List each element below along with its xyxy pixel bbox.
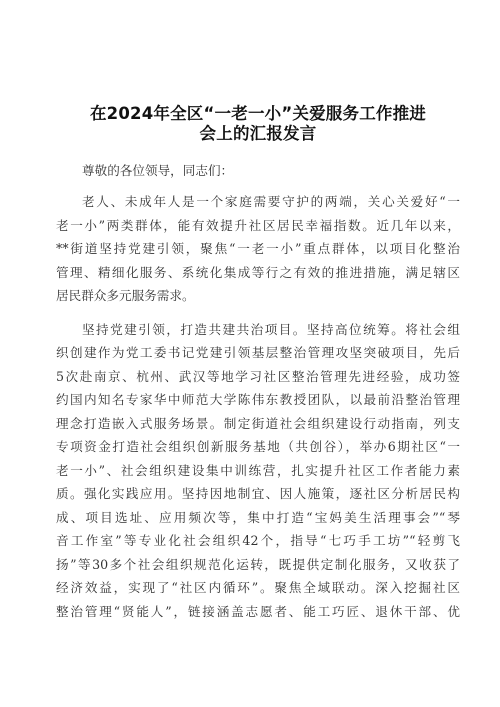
paragraph-line: 管理、精细化服务、系统化集成等行之有效的推进措施，满足辖区 [56, 264, 460, 280]
greeting: 尊敬的各位领导，同志们： [82, 163, 234, 178]
paragraph-line: 老一小”、社会组织建设集中训练营，扎实提升社区工作者能力素 [56, 462, 460, 478]
document-title [56, 104, 460, 144]
paragraph-line: 居民群众多元服务需求。 [56, 288, 195, 303]
paragraph-line: 约国内知名专家华中师范大学陈伟东教授团队，以最前沿整治管理 [56, 392, 460, 407]
paragraph-line: 扬”等30多个社会组织规范化运转，既提供定制化服务，又收获了 [56, 556, 460, 572]
title-line-1: 在2024年全区“一老一小”关爱服务工作推进 [89, 104, 426, 123]
paragraph-line: 老一小”两类群体，能有效提升社区居民幸福指数。近几年以来， [56, 217, 460, 233]
title-line-2: 会上的汇报发言 [199, 124, 317, 143]
paragraph-line: **街道坚持党建引领，聚焦“一老一小”重点群体，以项目化整治 [56, 241, 460, 256]
paragraph-line: 经济效益，实现了“社区内循环”。聚焦全域联动。深入挖掘社区 [56, 580, 460, 595]
paragraph-line: 成、项目选址、应用频次等，集中打造“宝妈美生活理事会”“琴 [56, 509, 460, 525]
paragraph-line: 坚持党建引领，打造共建共治项目。坚持高位统筹。将社会组 [82, 321, 460, 337]
paragraph-line: 质。强化实践应用。坚持因地制宜、因人施策，逐社区分析居民构 [56, 486, 460, 501]
paragraph-line: 理念打造嵌入式服务场景。制定街道社会组织建设行动指南，列支 [56, 415, 460, 431]
paragraph-line: 音工作室”等专业化社会组织42个，指导“七巧手工坊”“轻剪飞 [56, 533, 460, 548]
paragraph-1 [56, 190, 460, 308]
paragraph-2 [56, 318, 460, 624]
paragraph-line: 织创建作为党工委书记党建引领基层整治管理攻坚突破项目，先后 [56, 345, 460, 360]
paragraph-line: 5次赴南京、杭州、武汉等地学习社区整治管理先进经验，成功签 [56, 368, 460, 384]
paragraph-line: 老人、未成年人是一个家庭需要守护的两端，关心关爱好“一 [82, 194, 460, 209]
paragraph-line: 整治管理“贤能人”，链接涵盖志愿者、能工巧匠、退休干部、优 [56, 603, 460, 619]
paragraph-line: 专项资金打造社会组织创新服务基地（共创谷），举办6期社区“一 [56, 439, 460, 454]
